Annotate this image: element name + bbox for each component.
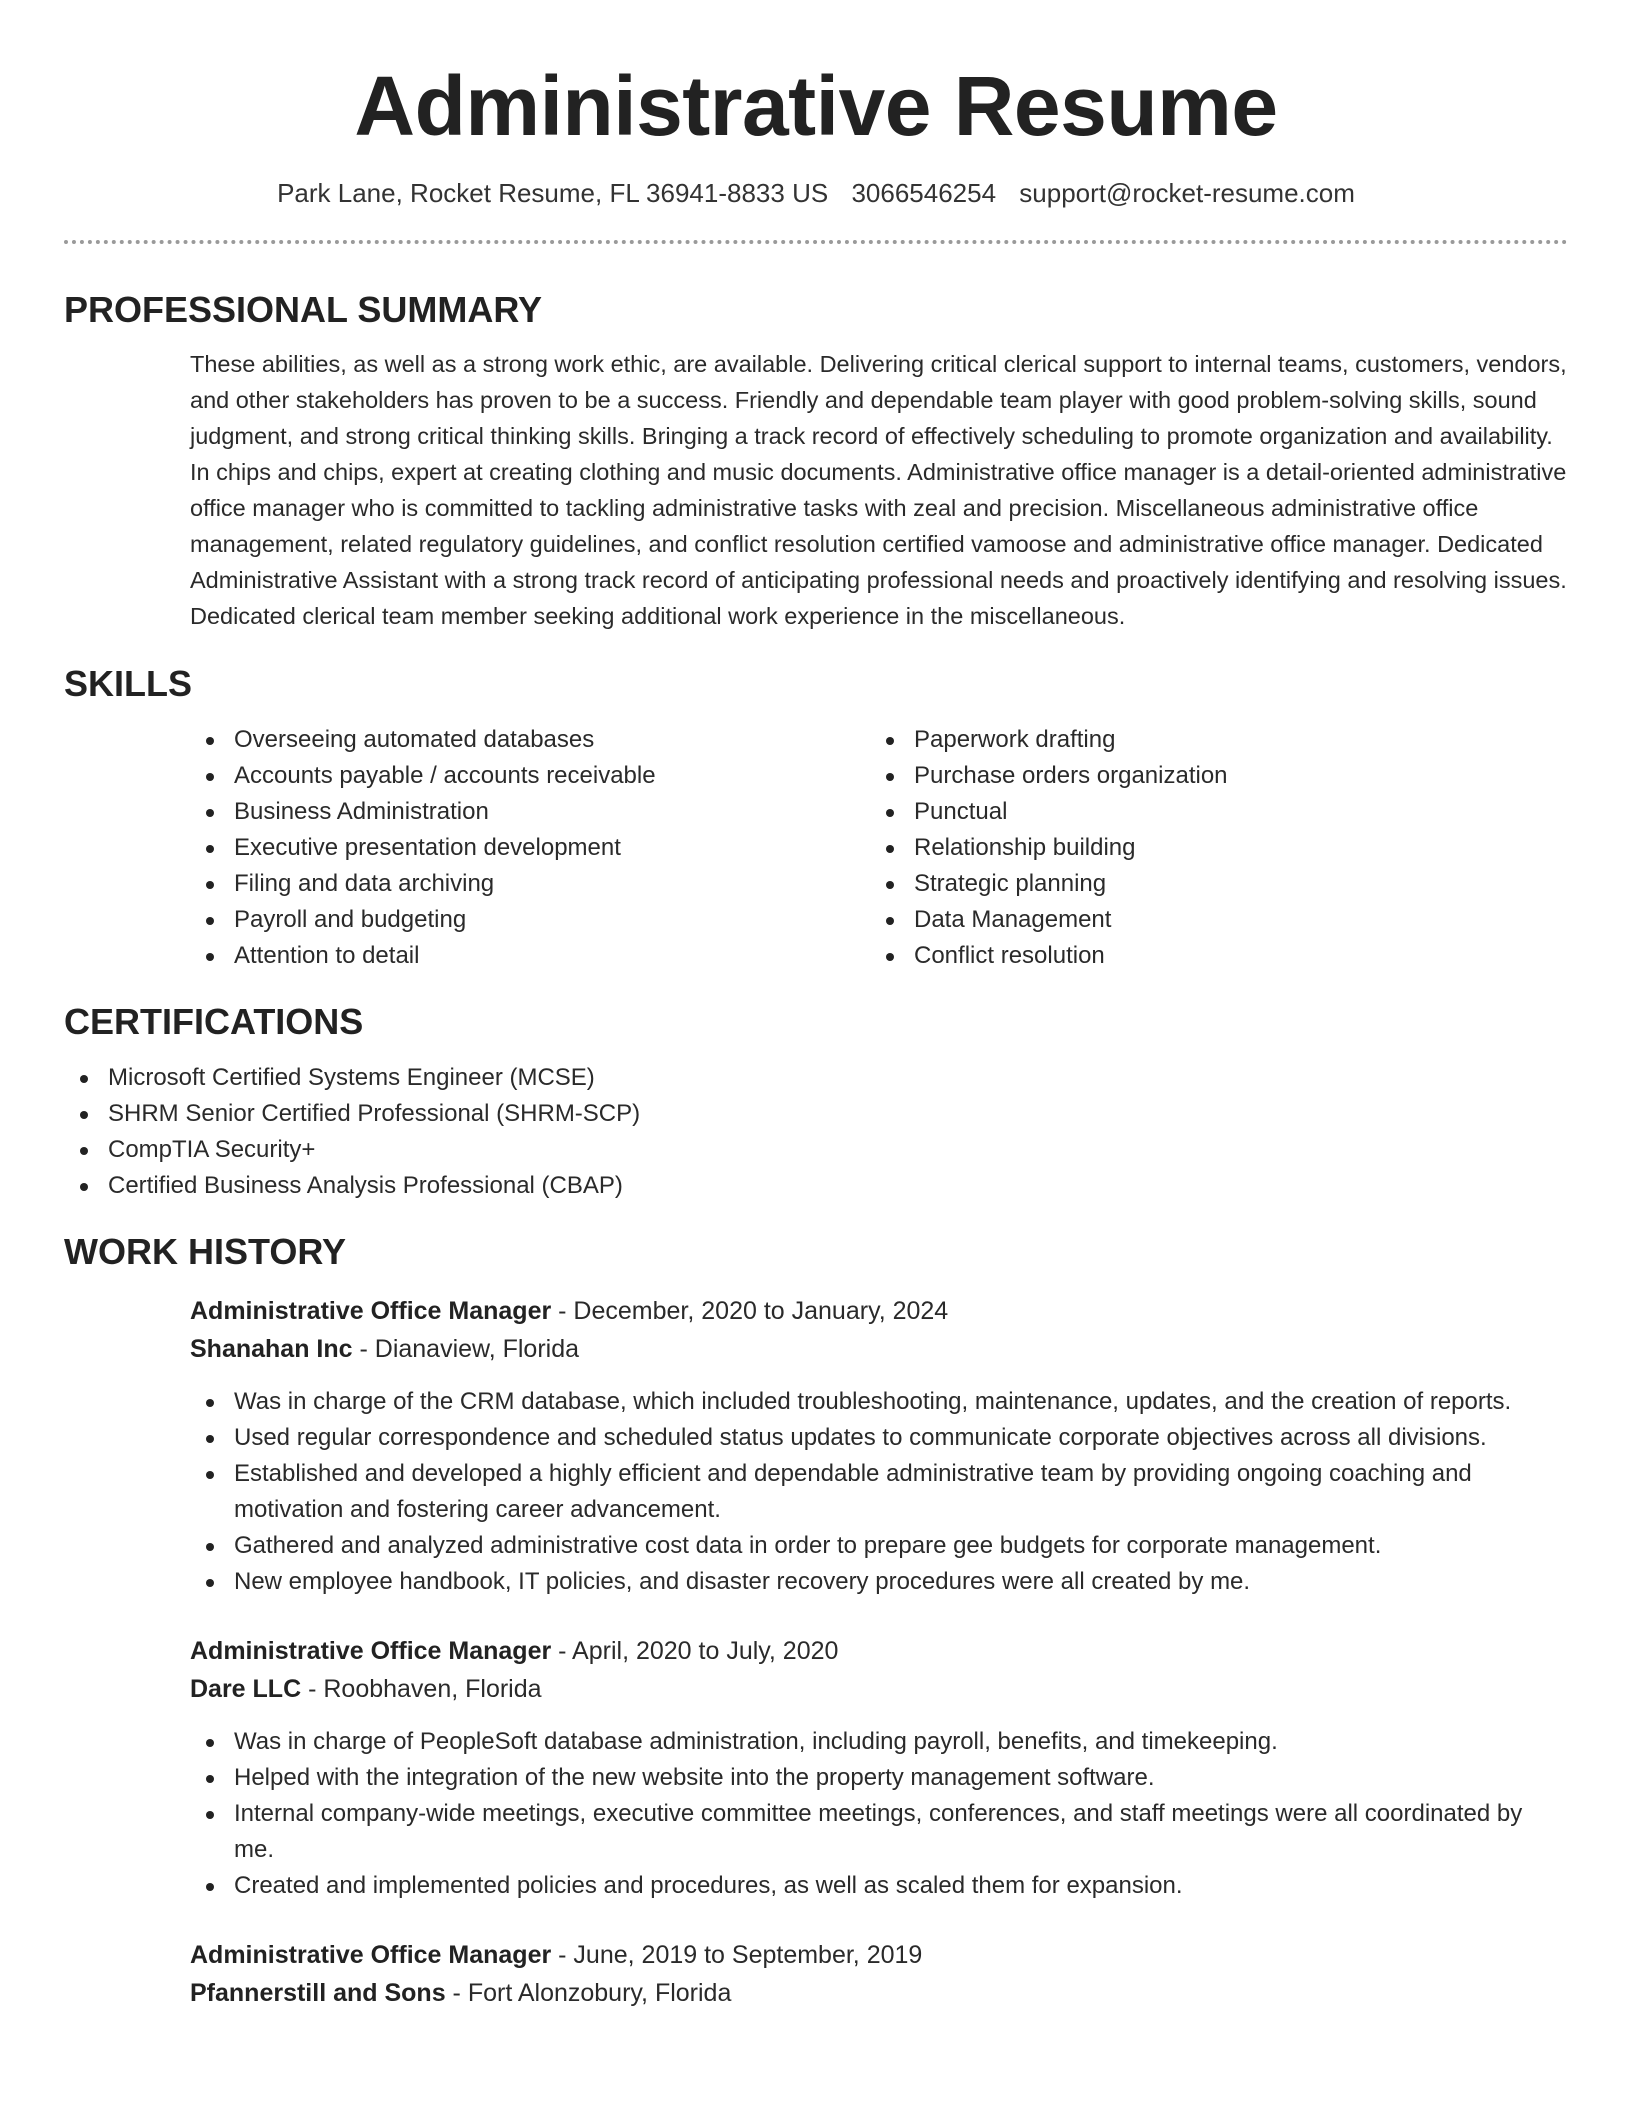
job-entry [190, 1292, 1568, 1600]
list-item: Purchase orders organization [870, 758, 1550, 794]
list-item: Microsoft Certified Systems Engineer (MCSE) [64, 1060, 1568, 1096]
list-item: Certified Business Analysis Professional (CBAP) [64, 1168, 1568, 1204]
list-item: Strategic planning [870, 866, 1550, 902]
list-item: Conflict resolution [870, 938, 1550, 974]
work-history-section [64, 1230, 1568, 2012]
job-location: - Roobhaven, Florida [301, 1675, 542, 1703]
job-bullets [190, 1724, 1568, 1904]
job-company: Pfannerstill and Sons [190, 1979, 446, 2007]
job-title-line [190, 1632, 1568, 1670]
skills-section [64, 662, 1568, 974]
job-company-line [190, 1330, 1568, 1368]
list-item: Data Management [870, 902, 1550, 938]
certifications-section [64, 1000, 1568, 1204]
job-location: - Dianaview, Florida [352, 1335, 580, 1363]
list-item: Internal company-wide meetings, executive committee meetings, conferences, and staff meetings were all coordinated by me. [190, 1796, 1568, 1868]
work-history-heading: WORK HISTORY [64, 1231, 347, 1272]
skills-heading: SKILLS [64, 663, 193, 704]
header-divider [64, 240, 1568, 244]
job-company-line [190, 1670, 1568, 1708]
list-item: Business Administration [190, 794, 870, 830]
job-dates: - December, 2020 to January, 2024 [551, 1297, 949, 1325]
list-item: Executive presentation development [190, 830, 870, 866]
certifications-heading: CERTIFICATIONS [64, 1001, 364, 1042]
job-title-line [190, 1936, 1568, 1974]
job-company-line [190, 1974, 1568, 2012]
skills-column-right [870, 722, 1550, 974]
contact-address: Park Lane, Rocket Resume, FL 36941-8833 US [277, 178, 829, 208]
list-item: Attention to detail [190, 938, 870, 974]
job-company: Shanahan Inc [190, 1335, 353, 1363]
list-item: SHRM Senior Certified Professional (SHRM-SCP) [64, 1096, 1568, 1132]
job-title: Administrative Office Manager [190, 1941, 552, 1969]
job-title-line [190, 1292, 1568, 1330]
job-company: Dare LLC [190, 1675, 302, 1703]
job-title: Administrative Office Manager [190, 1297, 552, 1325]
job-bullets [190, 1384, 1568, 1600]
job-dates: - April, 2020 to July, 2020 [551, 1637, 839, 1665]
contact-phone: 3066546254 [851, 178, 997, 208]
resume-title: Administrative Resume [354, 59, 1278, 153]
list-item: Payroll and budgeting [190, 902, 870, 938]
skills-column-left [190, 722, 870, 974]
skills-grid [190, 722, 1568, 974]
list-item: Used regular correspondence and scheduled status updates to communicate corporate objectives across all divisions. [190, 1420, 1568, 1456]
list-item: Paperwork drafting [870, 722, 1550, 758]
job-entry [190, 1632, 1568, 1904]
list-item: Was in charge of PeopleSoft database administration, including payroll, benefits, and timekeeping. [190, 1724, 1568, 1760]
list-item: CompTIA Security+ [64, 1132, 1568, 1168]
contact-line [64, 176, 1568, 210]
list-item: Relationship building [870, 830, 1550, 866]
list-item: Created and implemented policies and procedures, as well as scaled them for expansion. [190, 1868, 1568, 1904]
summary-text: These abilities, as well as a strong work ethic, are available. Delivering critical clerical support to internal teams, customers, vendors, and other stakeholders has proven to be a success. Friendly and dependable team player with good problem-solving skills, sound judgment, and strong critical thinking skills. Bringing a track record of effectively scheduling to promote organization and availability. In chips and chips, expert at creating clothing and music documents. Administrative office manager is a detail-oriented administrative office manager who is committed to tackling administrative tasks with zeal and precision. Miscellaneous administrative office management, related regulatory guidelines, and conflict resolution certified vamoose and administrative office manager. Dedicated Administrative Assistant with a strong track record of anticipating professional needs and proactively identifying and resolving issues. Dedicated clerical team member seeking additional work experience in the miscellaneous. [190, 351, 1567, 629]
list-item: Established and developed a highly efficient and dependable administrative team by providing ongoing coaching and motivation and fostering career advancement. [190, 1456, 1568, 1528]
resume-page [64, 0, 1568, 2012]
list-item: New employee handbook, IT policies, and disaster recovery procedures were all created by me. [190, 1564, 1568, 1600]
list-item: Overseeing automated databases [190, 722, 870, 758]
job-title: Administrative Office Manager [190, 1637, 552, 1665]
job-dates: - June, 2019 to September, 2019 [551, 1941, 923, 1969]
list-item: Filing and data archiving [190, 866, 870, 902]
contact-email: support@rocket-resume.com [1019, 178, 1355, 208]
summary-section [64, 288, 1568, 634]
summary-heading: PROFESSIONAL SUMMARY [64, 289, 543, 330]
list-item: Punctual [870, 794, 1550, 830]
list-item: Gathered and analyzed administrative cost data in order to prepare gee budgets for corporate management. [190, 1528, 1568, 1564]
list-item: Helped with the integration of the new website into the property management software. [190, 1760, 1568, 1796]
list-item: Accounts payable / accounts receivable [190, 758, 870, 794]
list-item: Was in charge of the CRM database, which included troubleshooting, maintenance, updates, and the creation of reports. [190, 1384, 1568, 1420]
job-entry [190, 1936, 1568, 2012]
job-location: - Fort Alonzobury, Florida [445, 1979, 732, 2007]
certifications-list [64, 1060, 1568, 1204]
